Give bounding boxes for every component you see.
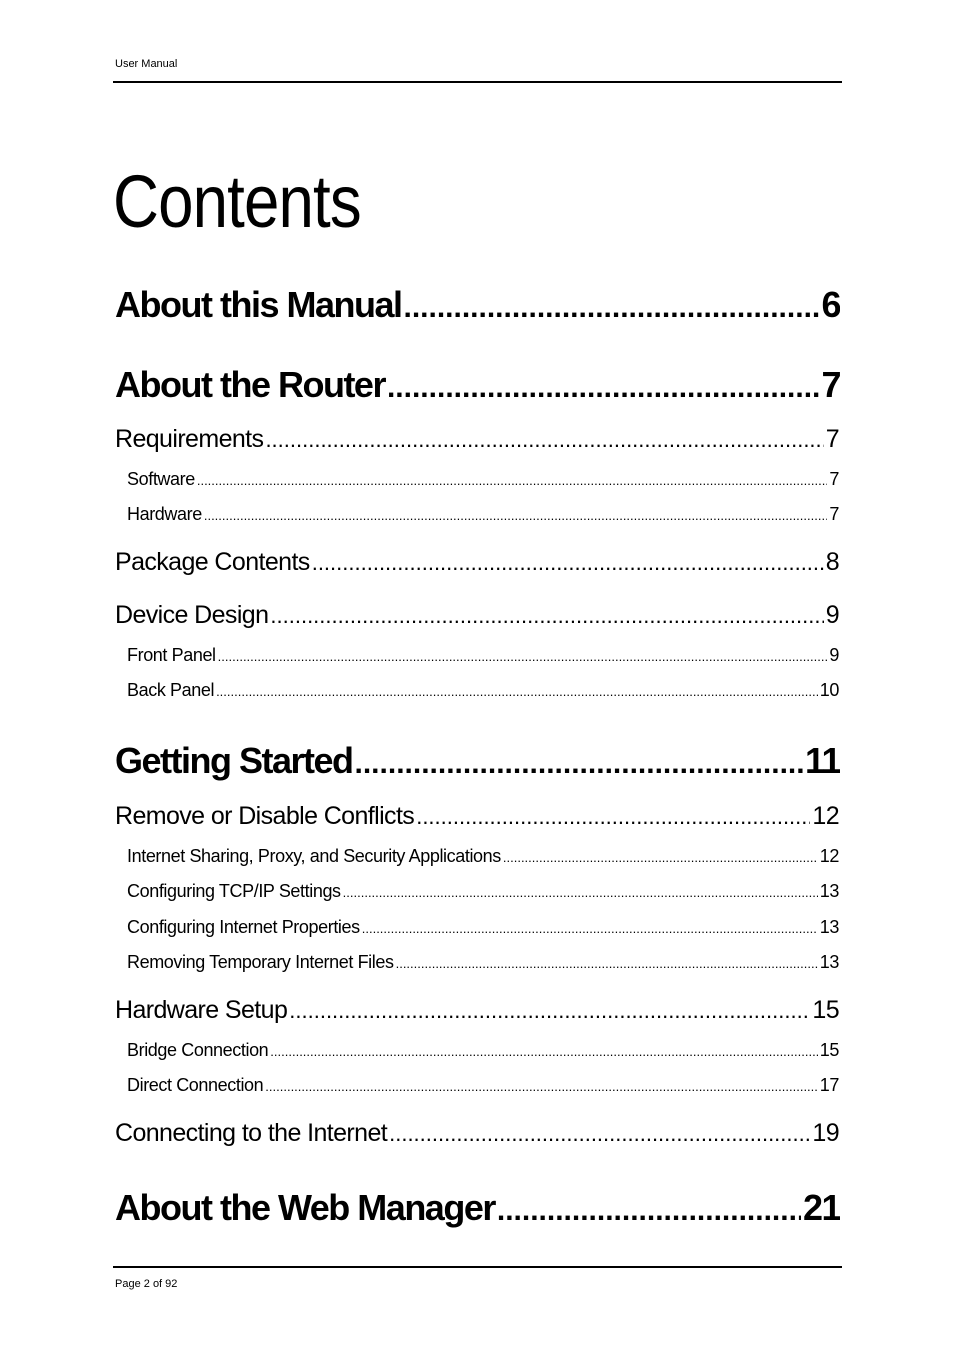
toc-entry-label: Requirements <box>115 425 264 453</box>
toc-entry-label: Remove or Disable Conflicts <box>115 802 415 830</box>
toc-leader <box>403 291 819 325</box>
toc-entry-label: Hardware Setup <box>115 996 288 1024</box>
toc-entry-label: Removing Temporary Internet Files <box>127 952 394 972</box>
toc-entry-label: Internet Sharing, Proxy, and Security Applications <box>127 846 501 866</box>
toc-page-number: 13 <box>819 881 839 901</box>
page-footer <box>115 1278 177 1290</box>
toc-entry-configuring-internet-properties[interactable] <box>127 917 839 938</box>
toc-entry-about-the-web-manager[interactable] <box>115 1187 840 1229</box>
toc-page-number: 15 <box>819 1040 839 1060</box>
page-title: Contents <box>113 160 361 243</box>
toc-entry-bridge-connection[interactable] <box>127 1040 839 1061</box>
toc-entry-hardware-setup[interactable] <box>115 996 839 1025</box>
toc-leader <box>387 371 820 405</box>
toc-leader <box>197 473 828 488</box>
toc-entry-label: Package Contents <box>115 548 310 576</box>
toc-page-number: 9 <box>829 645 839 665</box>
toc-leader <box>416 804 810 830</box>
toc-leader <box>265 1079 817 1094</box>
toc-entry-about-this-manual[interactable] <box>115 284 840 326</box>
toc-leader <box>389 1121 810 1147</box>
toc-leader <box>204 508 828 523</box>
toc-entry-hardware[interactable] <box>127 504 839 525</box>
toc-entry-removing-temporary-internet-files[interactable] <box>127 952 839 973</box>
toc-page-number: 7 <box>829 469 839 489</box>
toc-page-number: 6 <box>821 284 840 325</box>
toc-page-number: 17 <box>819 1075 839 1095</box>
toc-leader <box>355 747 803 781</box>
toc-entry-front-panel[interactable] <box>127 645 839 666</box>
toc-page-number: 13 <box>819 952 839 972</box>
toc-page-number: 12 <box>819 846 839 866</box>
toc-entry-label: Configuring TCP/IP Settings <box>127 881 341 901</box>
toc-leader <box>270 603 823 629</box>
toc-entry-label: Software <box>127 469 195 489</box>
toc-leader <box>396 956 818 971</box>
page-total: of 92 <box>152 1278 178 1290</box>
toc-page-number: 15 <box>812 996 839 1024</box>
toc-entry-configuring-tcpip-settings[interactable] <box>127 881 839 902</box>
toc-leader <box>362 921 818 936</box>
toc-page-number: 8 <box>825 548 839 576</box>
toc-leader <box>343 885 818 900</box>
toc-page-number: 21 <box>802 1187 840 1228</box>
toc-entry-requirements[interactable] <box>115 425 839 454</box>
toc-entry-label: About the Router <box>115 364 385 405</box>
toc-leader <box>216 684 818 699</box>
toc-page-number: 9 <box>825 601 839 629</box>
toc-entry-direct-connection[interactable] <box>127 1075 839 1096</box>
toc-leader <box>503 850 818 865</box>
page-number: Page 2 <box>115 1278 150 1290</box>
toc-leader <box>270 1044 817 1059</box>
toc-entry-label: Hardware <box>127 504 202 524</box>
toc-entry-software[interactable] <box>127 469 839 490</box>
toc-page-number: 19 <box>812 1119 839 1147</box>
toc-leader <box>265 427 823 453</box>
toc-page-number: 12 <box>812 802 839 830</box>
toc-entry-label: Bridge Connection <box>127 1040 269 1060</box>
toc-page-number: 7 <box>829 504 839 524</box>
toc-page-number: 7 <box>821 364 840 405</box>
toc-leader <box>497 1194 801 1228</box>
toc-page-number: 11 <box>804 740 840 781</box>
toc-page-number: 10 <box>819 680 839 700</box>
toc-entry-device-design[interactable] <box>115 601 839 630</box>
toc-leader <box>289 998 810 1024</box>
toc-entry-connecting-to-the-internet[interactable] <box>115 1119 839 1148</box>
toc-page-number: 7 <box>825 425 839 453</box>
toc-entry-label: About this Manual <box>115 284 402 325</box>
toc-entry-label: Back Panel <box>127 680 215 700</box>
toc-leader <box>312 550 824 576</box>
toc-entry-remove-or-disable-conflicts[interactable] <box>115 802 839 831</box>
toc-entry-package-contents[interactable] <box>115 548 839 577</box>
toc-entry-about-the-router[interactable] <box>115 364 840 406</box>
toc-entry-label: Connecting to the Internet <box>115 1119 388 1147</box>
running-header: User Manual <box>115 58 178 70</box>
toc-leader <box>218 649 828 664</box>
toc-entry-getting-started[interactable] <box>115 740 840 782</box>
toc-entry-label: Device Design <box>115 601 269 629</box>
toc-entry-internet-sharing[interactable] <box>127 846 839 867</box>
toc-entry-label: Getting Started <box>115 740 353 781</box>
toc-entry-label: About the Web Manager <box>115 1187 495 1228</box>
footer-rule <box>113 1266 842 1268</box>
toc-page-number: 13 <box>819 917 839 937</box>
toc-entry-label: Configuring Internet Properties <box>127 917 360 937</box>
toc-entry-label: Direct Connection <box>127 1075 264 1095</box>
toc-entry-back-panel[interactable] <box>127 680 839 701</box>
toc-entry-label: Front Panel <box>127 645 216 665</box>
